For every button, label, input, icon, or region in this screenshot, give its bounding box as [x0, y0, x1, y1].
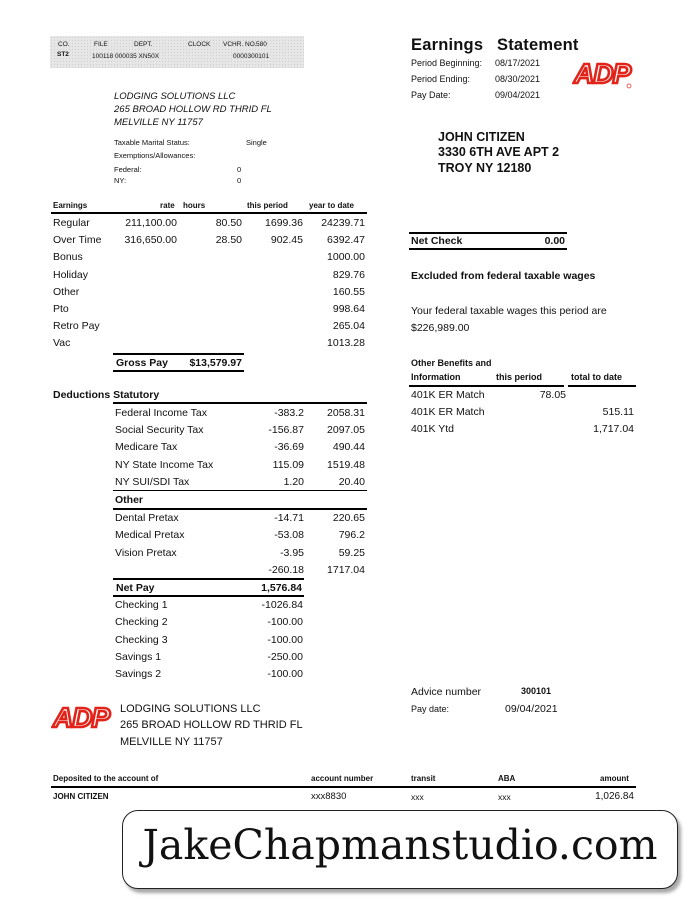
earnings-row-label: Pto	[53, 303, 69, 315]
net-pay-account-value: -100.00	[267, 668, 303, 681]
earnings-row-label: Regular	[53, 217, 90, 229]
deduction-row-label: NY SUI/SDI Tax	[115, 475, 190, 488]
gross-rule-bottom	[113, 370, 244, 372]
net-pay-account-label: Checking 2	[115, 616, 168, 629]
deduction-row-ytd: 490.44	[332, 441, 365, 454]
netpay-rule-top	[113, 578, 304, 580]
net-pay-account-label: Checking 1	[115, 599, 168, 611]
deduction-row-ytd: 1519.48	[327, 458, 365, 471]
net-check-rule-top	[409, 232, 567, 234]
statement-title-right: Statement	[497, 36, 579, 54]
deductions-total-ytd: 1717.04	[327, 564, 365, 576]
deduction-row-period: 1.20	[283, 475, 304, 488]
net-pay-account-value: -250.00	[267, 650, 303, 663]
advice-company-name: LODGING SOLUTIONS LLC	[120, 703, 261, 715]
deposit-row-name: JOHN CITIZEN	[53, 792, 109, 801]
dept-label: DEPT.	[134, 41, 153, 48]
benefit-row-total: 515.11	[602, 406, 634, 419]
exemptions-label: Exemptions/Allowances:	[114, 151, 196, 160]
co-label: CO.	[58, 41, 70, 48]
voucher-value: 0000300101	[233, 53, 270, 60]
benefit-row-period: 78.05	[539, 389, 566, 401]
advice-number-label: Advice number	[411, 686, 482, 698]
marital-label: Taxable Marital Status:	[114, 138, 190, 147]
net-pay-value: 1,576.84	[261, 582, 302, 594]
hours-header: hours	[183, 201, 206, 210]
net-pay-account-value: -100.00	[267, 616, 303, 629]
benefits-period-header: this period	[496, 372, 543, 382]
earnings-row-label: Over Time	[53, 234, 102, 247]
gross-pay-label: Gross Pay	[116, 357, 168, 369]
net-pay-account-value: -100.00	[267, 633, 303, 646]
deposit-header-account: account number	[311, 774, 374, 783]
taxable-wages-line1: Your federal taxable wages this period are	[411, 305, 607, 317]
net-pay-account-label: Checking 3	[115, 633, 168, 646]
deposit-row-account: xxx8830	[311, 791, 347, 802]
deposit-row-aba: xxx	[498, 792, 511, 802]
earnings-row-ytd: 1013.28	[327, 337, 365, 350]
gross-rule-top	[113, 353, 244, 355]
advice-number-value: 300101	[521, 686, 552, 696]
ny-label: NY:	[114, 176, 127, 185]
deduction-row-period: -36.69	[274, 441, 304, 454]
ytd-header: year to date	[309, 201, 354, 210]
deduction-row-period: 115.09	[272, 458, 304, 471]
statement-title-left: Earnings	[411, 36, 484, 54]
benefit-row-total: 1,717.04	[593, 423, 634, 436]
earnings-row-label: Retro Pay	[53, 320, 100, 333]
net-pay-account-label: Savings 1	[115, 650, 162, 663]
watermark-banner	[122, 810, 678, 889]
earnings-row-rate: 211,100.00	[125, 217, 177, 229]
deductions-rule	[113, 402, 367, 404]
employee-addr1: 3330 6TH AVE APT 2	[438, 145, 560, 159]
net-pay-account-value: -1026.84	[261, 599, 303, 611]
earnings-row-ytd: 998.64	[332, 303, 365, 315]
employee-name: JOHN CITIZEN	[438, 130, 525, 144]
benefits-total-header: total to date	[571, 372, 622, 382]
net-pay-account-label: Savings 2	[115, 668, 162, 681]
marital-value: Single	[246, 138, 267, 147]
company-name: LODGING SOLUTIONS LLC	[114, 91, 236, 102]
period-begin-value: 08/17/2021	[495, 58, 541, 68]
watermark-text: JakeChapmanstudio.com	[142, 821, 658, 869]
earnings-row-ytd: 6392.47	[327, 234, 365, 247]
earnings-row-label: Bonus	[53, 251, 83, 264]
deposit-header-name: Deposited to the account of	[53, 774, 159, 783]
other-deduction-label: Vision Pretax	[115, 546, 177, 559]
other-deduction-ytd: 796.2	[338, 529, 365, 542]
benefits-title1: Other Benefits and	[411, 358, 492, 368]
other-deduction-ytd: 220.65	[332, 512, 365, 524]
codes-values: 100118 000035 XN50X	[92, 53, 160, 60]
period-begin-label: Period Beginning:	[411, 58, 483, 68]
period-end-label: Period Ending:	[411, 74, 471, 84]
taxable-wages-line2: $226,989.00	[411, 322, 470, 334]
deduction-row-ytd: 2058.31	[327, 407, 365, 419]
earnings-row-ytd: 1000.00	[327, 251, 365, 264]
deposit-header-transit: transit	[411, 774, 436, 783]
deposit-row-transit: xxx	[411, 792, 424, 802]
earnings-row-hours: 80.50	[215, 217, 242, 229]
other-deduction-period: -3.95	[280, 546, 304, 559]
other-rule-top	[113, 490, 367, 491]
deduction-row-label: Federal Income Tax	[115, 407, 208, 419]
clock-label: CLOCK	[188, 41, 211, 48]
this-period-header: this period	[247, 201, 288, 210]
advice-company-addr1: 265 BROAD HOLLOW RD THRID FL	[120, 719, 303, 731]
adp-logo-bottom	[51, 700, 115, 732]
benefits-title2: Information	[411, 372, 461, 382]
earnings-row-rate: 316,650.00	[124, 234, 177, 247]
voucher-label-suffix: 580	[256, 41, 267, 48]
voucher-label: VCHR. NO.	[223, 41, 257, 48]
net-check-rule-bottom	[409, 248, 567, 250]
other-rule-bottom	[113, 508, 367, 510]
gross-pay-value: $13,579.97	[189, 357, 242, 369]
adp-logo	[572, 56, 634, 90]
net-check-label: Net Check	[411, 235, 463, 247]
other-title: Other	[115, 494, 144, 506]
ny-value: 0	[237, 176, 242, 185]
earnings-row-ytd: 160.55	[332, 285, 365, 298]
earnings-row-ytd: 829.76	[332, 268, 365, 281]
deduction-row-period: -383.2	[274, 407, 304, 419]
earnings-row-ytd: 24239.71	[321, 217, 365, 229]
deductions-title: Deductions Statutory	[53, 389, 160, 401]
earnings-row-label: Vac	[53, 337, 71, 350]
deduction-row-label: Medicare Tax	[115, 441, 178, 454]
benefit-row-label: 401K ER Match	[411, 406, 485, 419]
other-deduction-period: -14.71	[274, 512, 304, 524]
deposit-row-amount: 1,026.84	[595, 791, 634, 802]
earnings-row-label: Holiday	[53, 268, 89, 281]
deduction-row-period: -156.87	[268, 424, 304, 437]
employee-addr2: TROY NY 12180	[438, 161, 532, 175]
deposit-header-amount: amount	[600, 774, 629, 783]
other-deduction-ytd: 59.25	[338, 546, 365, 559]
advice-pay-date-value: 09/04/2021	[505, 703, 558, 715]
svg-text:ADP: ADP	[53, 702, 110, 732]
deduction-row-label: Social Security Tax	[115, 424, 204, 437]
benefits-rule-left	[409, 385, 564, 387]
other-deduction-label: Medical Pretax	[115, 529, 185, 542]
earnings-header-rule	[51, 212, 367, 214]
advice-pay-date-label: Pay date:	[411, 704, 450, 714]
federal-value: 0	[237, 165, 242, 174]
benefit-row-label: 401K ER Match	[411, 389, 485, 401]
file-label: FILE	[94, 41, 108, 48]
rate-header: rate	[160, 201, 175, 210]
co-value: ST2	[57, 51, 69, 58]
net-pay-label: Net Pay	[116, 582, 155, 594]
earnings-row-period: 1699.36	[265, 217, 303, 229]
deposit-header-aba: ABA	[498, 774, 516, 783]
other-deduction-label: Dental Pretax	[115, 512, 179, 524]
pay-date-value: 09/04/2021	[495, 90, 541, 100]
deduction-row-ytd: 20.40	[338, 475, 365, 488]
benefits-rule-right	[568, 385, 636, 387]
advice-company-addr2: MELVILLE NY 11757	[120, 736, 223, 748]
benefit-row-label: 401K Ytd	[411, 423, 455, 436]
earnings-header: Earnings	[53, 201, 88, 210]
deductions-total-period: -260.18	[268, 564, 304, 576]
pay-date-label: Pay Date:	[411, 90, 451, 100]
earnings-row-period: 902.45	[270, 234, 303, 247]
company-addr2: MELVILLE NY 11757	[114, 117, 203, 128]
deduction-row-ytd: 2097.05	[327, 424, 365, 437]
period-end-value: 08/30/2021	[495, 74, 541, 84]
net-check-value: 0.00	[544, 235, 565, 247]
deposit-rule	[51, 786, 636, 788]
earnings-row-label: Other	[53, 285, 80, 298]
svg-text:ADP: ADP	[574, 58, 631, 89]
earnings-row-hours: 28.50	[215, 234, 242, 247]
deduction-row-label: NY State Income Tax	[115, 458, 214, 471]
netpay-rule-bottom	[113, 595, 304, 597]
earnings-row-ytd: 265.04	[332, 320, 365, 333]
excluded-text: Excluded from federal taxable wages	[411, 270, 596, 282]
other-deduction-period: -53.08	[274, 529, 304, 542]
federal-label: Federal:	[114, 165, 142, 174]
company-addr1: 265 BROAD HOLLOW RD THRID FL	[114, 104, 272, 115]
